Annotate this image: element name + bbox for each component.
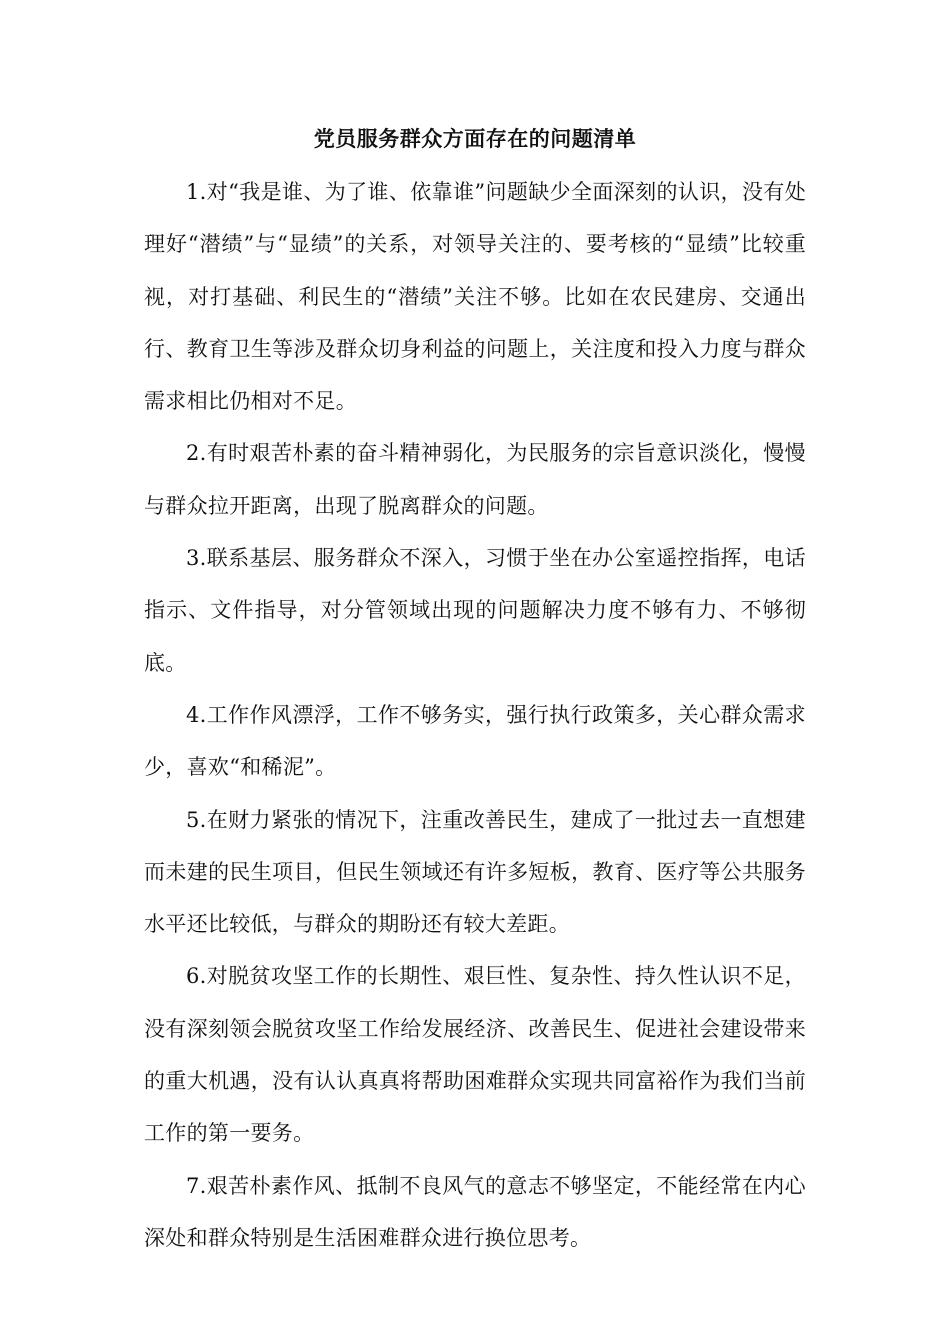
paragraph-1: 1.对“我是谁、为了谁、依靠谁”问题缺少全面深刻的认识，没有处理好“潜绩”与“显绩”的关系，对领导关注的、要考核的“显绩”比较重视，对打基础、利民生的“潜绩”关注不够。比如在农民建房、交通出行、教育卫生等涉及群众切身利益的问题上，关注度和投入力度与群众需求相比仍相对不足。 (144, 180, 806, 414)
paragraph-2: 2.有时艰苦朴素的奋斗精神弱化，为民服务的宗旨意识淡化，慢慢与群众拉开距离，出现了脱离群众的问题。 (144, 441, 806, 518)
paragraph-3: 3.联系基层、服务群众不深入，习惯于坐在办公室遥控指挥，电话指示、文件指导，对分管领域出现的问题解决力度不够有力、不够彻底。 (144, 546, 806, 675)
document-body (144, 166, 806, 1264)
paragraph-6: 6.对脱贫攻坚工作的长期性、艰巨性、复杂性、持久性认识不足，没有深刻领会脱贫攻坚工作给发展经济、改善民生、促进社会建设带来的重大机遇，没有认认真真将帮助困难群众实现共同富裕作为我们当前工作的第一要务。 (144, 964, 806, 1146)
paragraph-7: 7.艰苦朴素作风、抵制不良风气的意志不够坚定，不能经常在内心深处和群众特别是生活困难群众进行换位思考。 (144, 1173, 806, 1250)
document-title: 党员服务群众方面存在的问题清单 (313, 126, 637, 151)
paragraph-4: 4.工作作风漂浮，工作不够务实，强行执行政策多，关心群众需求少，喜欢“和稀泥”。 (144, 702, 806, 780)
paragraph-5: 5.在财力紧张的情况下，注重改善民生，建成了一批过去一直想建而未建的民生项目，但民生领域还有许多短板，教育、医疗等公共服务水平还比较低，与群众的期盼还有较大差距。 (144, 807, 806, 937)
